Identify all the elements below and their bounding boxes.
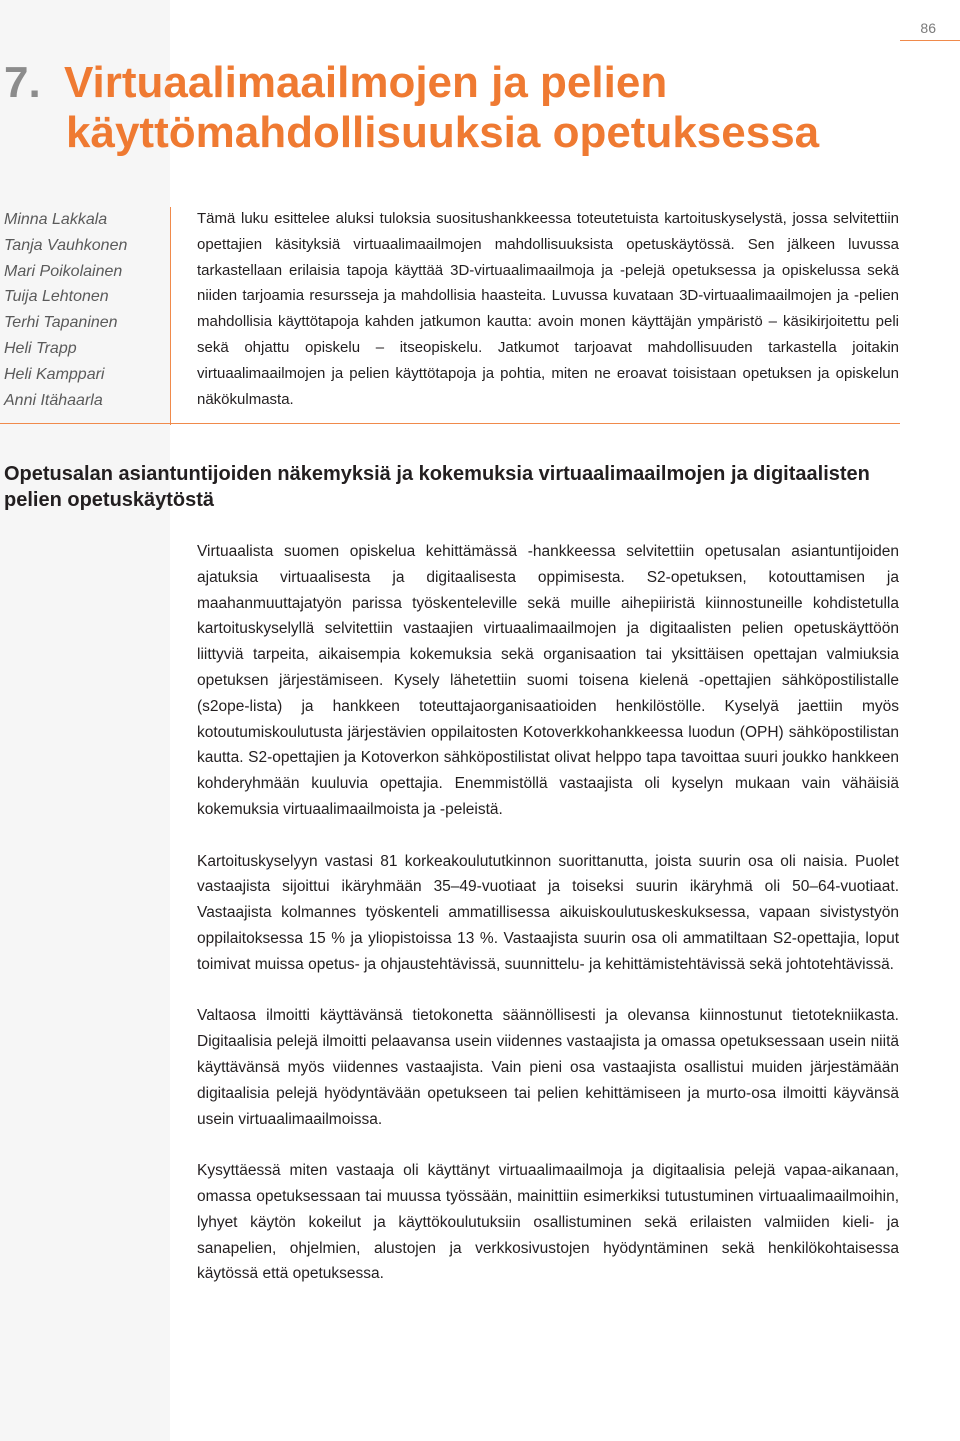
page-number: 86: [920, 20, 936, 36]
chapter-title-line-1: Virtuaalimaailmojen ja pelien: [64, 58, 668, 107]
abstract-horizontal-rule: [0, 423, 900, 424]
author-name: Heli Kamppari: [4, 365, 105, 383]
body-paragraph: Kysyttäessä miten vastaaja oli käyttänyt virtuaalimaailmoja ja digitaalisia pelejä vapaa-aikanaan, omassa opetuksessaan tai muussa työssään, mainittiin esimerkiksi tutustuminen virtuaalimaailmoihin, lyhyet käytön kokeilut ja käyttökoulutuksiin osallistuminen sekä erilaisten valmiiden kieli- ja sanapelien, ohjelmien, alustojen ja verkkosivustojen hyödyntäminen sekä henkilökohtaisessa käytössä että opetuksessa.: [197, 1162, 899, 1283]
author-name: Minna Lakkala: [4, 211, 108, 228]
abstract-vertical-rule: [170, 207, 171, 425]
chapter-abstract: Tämä luku esittelee aluksi tuloksia suositushankkeessa toteutetuista kartoituskyselystä, jossa selvitettiin opettajien käsityksiä virtuaalimaailmojen mahdollisuuksista opetuskäytössä. Sen jälkeen luvussa tarkastellaan erilaisia tapoja käyttää 3D-virtuaalimaailmoja ja -pelejä opetuksessa ja opiskelussa sekä niiden tarjoamia resursseja ja mahdollisia haasteita. Luvussa kuvataan 3D-virtuaalimaailmojen ja -pelien mahdollisia käyttötapoja kahden jatkumon kautta: avoin monen käyttäjän ympäristö – käsikirjoitettu peli sekä ohjattu opiskelu – itseopiskelu. Jatkumot tarjoavat mahdollisuuden tarkastella joitakin virtuaalimaailmojen ja pelien käyttötapoja ja pohtia, miten ne eroavat toisistaan opetuksen ja opiskelun näkökulmasta.: [197, 210, 899, 408]
body-paragraph: Virtuaalista suomen opiskelua kehittämässä -hankkeessa selvitettiin opetusalan asiantuntijoiden ajatuksia virtuaalisesta ja digitaalisesta oppimisesta. S2-opetuksen, kotouttamisen ja maahanmuuttajatyön parissa työskenteleville sekä muille aihepiiristä kiinnostuneille kohdistetulla kartoituskyselyllä selvitettiin vastaajien virtuaalimaailmojen ja digitaalisten pelien opetuskäyttöön liittyviä tarpeita, aikaisempia kokemuksia sekä organisaation tai yksittäisen opettajan valmiuksia opetuksen järjestämiseen. Kysely lähetettiin suomi toisena kielenä -opettajien sähköpostilistalle (s2ope-lista) ja hankkeen toteuttajaorganisaatioiden henkilöstölle. Kyselyä jaettiin myös kotoutumiskoulutusta järjestävien oppilaitosten Kotoverkkohankkeessa luodun (OPH) sähköpostilistan kautta. S2-opettajien ja Kotoverkon sähköpostilistat olivat helppo tapa tavoittaa suuri joukko hankkeen kohderyhmään kuuluvia opettajia. Enemmistöllä vastaajista oli kyselyn mukaan vain vähäisiä kokemuksia virtuaalimaailmoista ja -peleistä.: [197, 543, 899, 818]
author-name: Anni Itähaarla: [4, 391, 103, 409]
author-name: Tanja Vauhkonen: [4, 236, 128, 254]
section-body: [197, 539, 899, 1313]
chapter-title-line-2: käyttömahdollisuuksia opetuksessa: [66, 108, 820, 157]
section-heading: Opetusalan asiantuntijoiden näkemyksiä ja kokemuksia virtuaalimaailmojen ja digitaalisten pelien opetuskäytöstä: [4, 463, 870, 511]
author-name: Tuija Lehtonen: [4, 288, 109, 306]
body-paragraph: Valtaosa ilmoitti käyttävänsä tietokonetta säännöllisesti ja olevansa kiinnostunut tietotekniikasta. Digitaalisia pelejä ilmoitti pelaavansa usein viidennes vastaajista ja omassa opetuksessaan usein niitä käyttävänsä myös viidennes vastaajista. Vain pieni osa vastaajista osallistui muiden järjestämään digitaalisia pelejä hyödyntävään opetukseen tai pelien kehittämiseen ja murto-osa ilmoitti käyvänsä usein virtuaalimaailmoissa.: [197, 1007, 899, 1128]
author-name: Mari Poikolainen: [4, 262, 123, 280]
author-name: Terhi Tapaninen: [4, 314, 118, 332]
chapter-title: [4, 58, 904, 158]
author-list: [4, 207, 164, 413]
author-name: Heli Trapp: [4, 339, 77, 357]
chapter-number: 7.: [4, 58, 41, 107]
page-number-rule: [900, 40, 960, 41]
body-paragraph: Kartoituskyselyyn vastasi 81 korkeakoulututkinnon suorittanutta, joista suurin osa oli naisia. Puolet vastaajista sijoittui ikäryhmään 35–49-vuotiaat ja toiseksi suurin ikäryhmä oli 50–64-vuotiaat. Vastaajista kolmannes työskenteli ammatillisessa aikuiskoulutuskeskuksessa, vapaan sivistystyön oppilaitoksessa 15 % ja yliopistoissa 13 %. Vastaajista suurin osa oli ammatiltaan S2-opettajia, loput toimivat muissa opetus- ja ohjaustehtävissä, suunnittelu- ja kehittämistehtävissä sekä johtotehtävissä.: [197, 852, 899, 973]
